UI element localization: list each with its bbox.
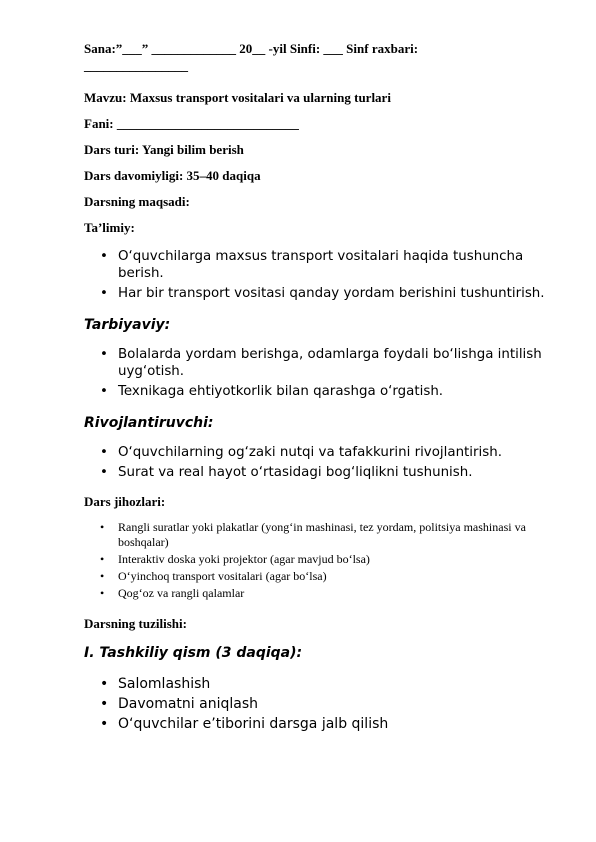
- list-item: • Interaktiv doska yoki projektor (agar mavjud bo‘lsa): [84, 552, 554, 567]
- list-item: • Har bir transport vositasi qanday yordam berishini tushuntirish.: [84, 285, 554, 302]
- header-line-teacher: ________________: [84, 58, 188, 73]
- upbringing-list: [84, 346, 554, 400]
- list-item: • Bolalarda yordam berishga, odamlarga foydali bo‘lishga intilish uyg‘otish.: [84, 346, 554, 380]
- list-item: • O‘yinchoq transport vositalari (agar bo‘lsa): [84, 569, 554, 584]
- upbringing-heading: Tarbiyaviy:: [84, 317, 171, 333]
- list-item: • Rangli suratlar yoki plakatlar (yong‘in mashinasi, tez yordam, politsiya mashinasi va boshqalar): [84, 520, 554, 550]
- educational-list: [84, 248, 554, 302]
- list-item: • Surat va real hayot o‘rtasidagi bog‘liqlikni tushunish.: [84, 464, 554, 481]
- list-item: • Davomatni aniqlash: [84, 694, 554, 714]
- lesson-type-line: Dars turi: Yangi bilim berish: [84, 142, 244, 157]
- equipment-list: [84, 520, 554, 601]
- duration-line: Dars davomiyligi: 35–40 daqiqa: [84, 168, 261, 183]
- list-item: • Texnikaga ehtiyotkorlik bilan qarashga o‘rgatish.: [84, 383, 554, 400]
- list-item: • Salomlashish: [84, 674, 554, 694]
- document-page: [84, 40, 554, 734]
- developmental-list: [84, 444, 554, 481]
- header-line-date: Sana:”___” _____________ 20__ -yil Sinfi: ___ Sinf raxbari:: [84, 41, 419, 56]
- subject-line: Fani: ____________________________: [84, 116, 299, 131]
- list-item: • O‘quvchilarga maxsus transport vositalari haqida tushuncha berish.: [84, 248, 554, 282]
- organizational-heading: I. Tashkiliy qism (3 daqiqa):: [84, 645, 303, 661]
- developmental-heading: Rivojlantiruvchi:: [84, 415, 214, 431]
- goal-heading: Darsning maqsadi:: [84, 194, 190, 209]
- educational-heading: Ta’limiy:: [84, 220, 135, 235]
- list-item: • O‘quvchilar e’tiborini darsga jalb qilish: [84, 714, 554, 734]
- list-item: • Qog‘oz va rangli qalamlar: [84, 586, 554, 601]
- equipment-heading: Dars jihozlari:: [84, 494, 166, 509]
- organizational-list: [84, 674, 554, 734]
- list-item: • O‘quvchilarning og‘zaki nutqi va tafakkurini rivojlantirish.: [84, 444, 554, 461]
- topic-line: Mavzu: Maxsus transport vositalari va ularning turlari: [84, 90, 391, 105]
- structure-heading: Darsning tuzilishi:: [84, 616, 187, 631]
